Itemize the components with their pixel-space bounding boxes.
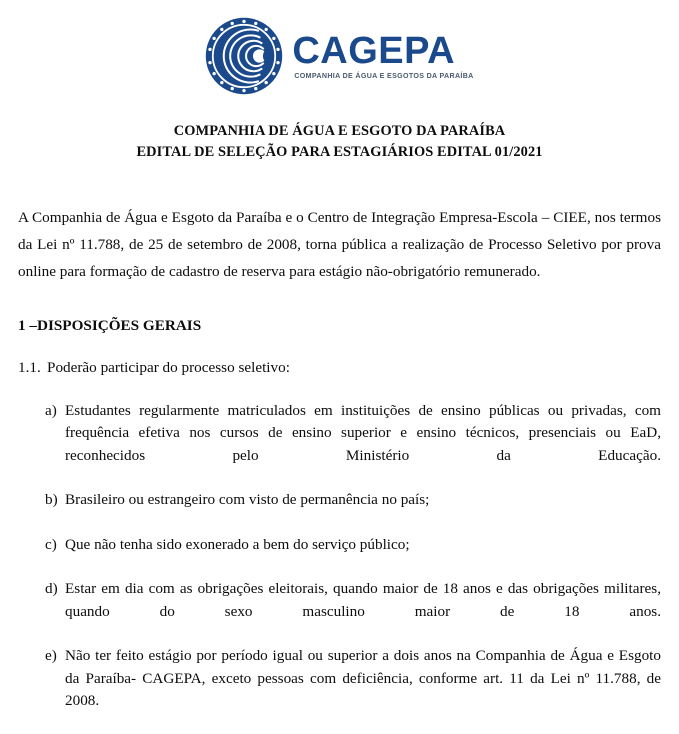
clause-text: Poderão participar do processo seletivo:: [47, 359, 290, 376]
list-item: [18, 489, 661, 534]
list-item-text: Estudantes regularmente matriculados em instituições de ensino públicas ou privadas, com frequência efetiva nos cursos de ensino superior e ensino técnicos, presenciais ou EaD, reconhecidos pelo Ministério da Educação.: [65, 402, 661, 464]
cagepa-logo: [18, 0, 661, 90]
list-item-marker: c): [45, 535, 57, 553]
document-title-line-2: EDITAL DE SELEÇÃO PARA ESTAGIÁRIOS EDITAL 01/2021: [136, 144, 543, 160]
list-item-marker: d): [45, 580, 58, 598]
requirements-list: [18, 378, 661, 734]
cagepa-tagline: COMPANHIA DE ÁGUA E ESGOTOS DA PARAÍBA: [294, 71, 474, 80]
list-item: [18, 578, 661, 645]
list-item: [18, 400, 661, 489]
list-item-marker: e): [45, 647, 57, 665]
list-item-marker: a): [45, 402, 57, 419]
cagepa-water-rings-emblem: [205, 17, 283, 95]
list-item: [18, 534, 661, 579]
list-item-text: Não ter feito estágio por período igual ou superior a dois anos na Companhia de Água e Esgoto da Paraíba- CAGEPA, exceto pessoas com deficiência, conforme art. 11 da Lei nº 11.788, de 2008.: [65, 647, 661, 709]
document-title-line-1: COMPANHIA DE ÁGUA E ESGOTO DA PARAÍBA: [173, 123, 506, 139]
list-item-marker: b): [45, 491, 58, 509]
cagepa-wordmark: [292, 29, 474, 80]
clause-number: 1.1.: [18, 359, 41, 376]
clause-1-1: [18, 336, 661, 378]
intro-paragraph: A Companhia de Água e Esgoto da Paraíba e o Centro de Integração Empresa-Escola – CIEE, nos termos da Lei nº 11.788, de 25 de setembro de 2008, torna pública a realização de Processo Seletivo por prova online para formação de cadastro de reserva para estágio não-obrigatório remunerado.: [18, 209, 661, 280]
list-item-text: Brasileiro ou estrangeiro com visto de permanência no país;: [65, 491, 430, 509]
list-item-text: Estar em dia com as obrigações eleitorais, quando maior de 18 anos e das obrigações militares, quando do sexo masculino maior de 18 anos.: [65, 580, 661, 620]
list-item: [18, 645, 661, 734]
section-heading-disposicoes-gerais: 1 –DISPOSIÇÕES GERAIS: [18, 317, 202, 334]
list-item-text: Que não tenha sido exonerado a bem do serviço público;: [65, 535, 410, 553]
cagepa-wordmark-text: CAGEPA: [292, 29, 456, 72]
